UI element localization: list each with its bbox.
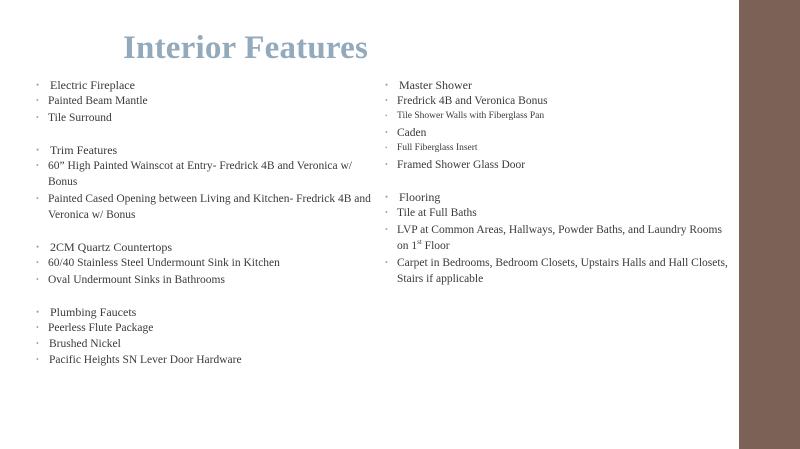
list-item-text-after: Floor [421, 240, 450, 252]
group-label: Trim Features [50, 143, 118, 157]
bullet-icon: • [36, 161, 39, 170]
list-item: Peerless Flute Package [48, 322, 154, 334]
right-column [385, 77, 730, 303]
feature-group [36, 142, 376, 223]
bullet-icon: • [385, 128, 388, 137]
group-label: Flooring [399, 190, 441, 204]
feature-group [385, 189, 730, 287]
ordinal-suffix: st [417, 238, 422, 247]
bullet-icon: • [36, 145, 40, 155]
list-item: Full Fiberglass Insert [397, 143, 478, 153]
bullet-icon: • [36, 113, 39, 122]
bullet-icon: • [385, 225, 388, 234]
list-item: Tile at Full Baths [397, 207, 477, 219]
bullet-icon: • [385, 160, 388, 169]
bullet-icon: • [385, 192, 389, 202]
feature-list-left [36, 77, 376, 368]
bullet-icon: • [36, 96, 39, 105]
bullet-icon: • [36, 80, 40, 90]
list-item: Fredrick 4B and Veronica Bonus [397, 95, 548, 107]
list-item: 60/40 Stainless Steel Undermount Sink in Kitchen [48, 257, 280, 269]
bullet-icon: • [36, 242, 40, 252]
feature-group [36, 239, 376, 288]
list-item: Painted Cased Opening between Living and Kitchen- Fredrick 4B and Veronica w/ Bonus [48, 193, 371, 221]
group-label: Master Shower [399, 78, 472, 92]
list-item: Carpet in Bedrooms, Bedroom Closets, Upstairs Halls and Hall Closets, Stairs if applicable [397, 257, 728, 285]
list-item: Oval Undermount Sinks in Bathrooms [48, 274, 225, 286]
list-item: 60” High Painted Wainscot at Entry- Fredrick 4B and Veronica w/ Bonus [48, 160, 352, 188]
list-item: Tile Shower Walls with Fiberglass Pan [397, 111, 545, 121]
bullet-icon: • [385, 96, 388, 105]
bullet-icon: • [36, 339, 39, 348]
slide-title: Interior Features [123, 30, 369, 66]
bullet-icon: • [36, 307, 40, 317]
list-item: Framed Shower Glass Door [397, 159, 526, 171]
bullet-icon: • [385, 144, 388, 152]
bullet-icon: • [36, 275, 39, 284]
bullet-icon: • [36, 258, 39, 267]
list-item: Caden [397, 127, 427, 139]
bullet-icon: • [385, 208, 388, 217]
feature-group [36, 77, 376, 126]
list-item: Painted Beam Mantle [48, 95, 148, 107]
list-item [397, 222, 730, 254]
feature-group [385, 77, 730, 173]
group-label: Plumbing Faucets [50, 305, 137, 319]
bullet-icon: • [385, 258, 388, 267]
bullet-icon: • [385, 112, 388, 120]
feature-group [36, 304, 376, 368]
accent-sidebar [739, 0, 800, 449]
list-item: Tile Surround [48, 112, 112, 124]
bullet-icon: • [385, 80, 389, 90]
list-item: Brushed Nickel [49, 338, 121, 350]
group-label: 2CM Quartz Countertops [50, 240, 172, 254]
bullet-icon: • [36, 194, 39, 203]
bullet-icon: • [36, 323, 39, 332]
group-label: Electric Fireplace [50, 78, 135, 92]
list-item-text: LVP at Common Areas, Hallways, Powder Baths, and Laundry Rooms on 1 [397, 224, 722, 252]
feature-list-right [385, 77, 730, 287]
bullet-icon: • [36, 355, 39, 364]
list-item: Pacific Heights SN Lever Door Hardware [49, 354, 242, 366]
left-column [36, 77, 376, 384]
